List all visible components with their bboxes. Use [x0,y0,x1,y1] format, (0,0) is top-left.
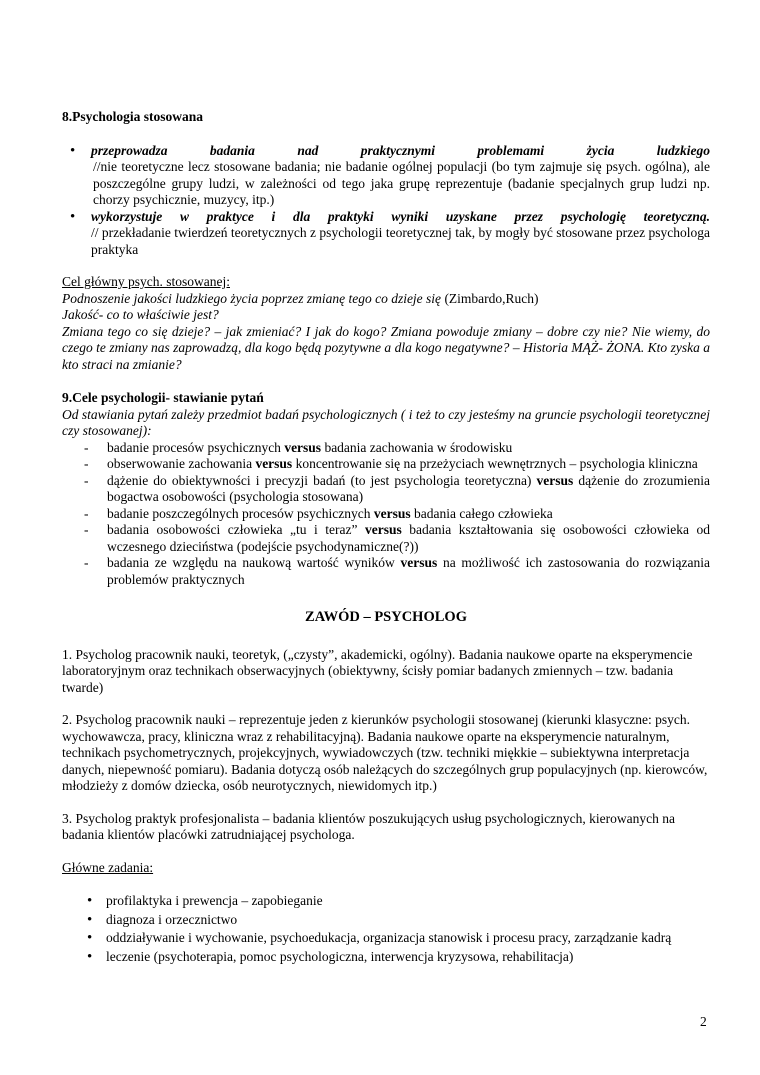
item-bold-line: • wykorzystuje w praktyce i dla praktyki wyniki uzyskane przez psychologię teoretyczną. [91,208,710,224]
item-right: koncentrowanie się na przeżyciach wewnętrznych – psychologia kliniczna [292,456,698,471]
item-right: badania zachowania w środowisku [321,439,513,455]
list-item [62,440,710,457]
section-8-heading: 8.Psychologia stosowana [62,109,204,124]
item-right: na możliwość ich zastosowania do rozwiązania problemów praktycznych [107,555,710,587]
main-goal-block [62,274,710,373]
profession-paragraph-3: 3. Psycholog praktyk profesjonalista – badania klientów poszukujących usług psychologicznych, kierowanych na badania klientów placówki zatrudniającej psychologa. [62,810,675,842]
main-goal-source: (Zimbardo,Ruch) [441,290,539,306]
profession-paragraph-2: 2. Psycholog pracownik nauki – reprezentuje jeden z kierunków psychologii stosowanej (kierunki klasyczne: psych. wychowawcza, pracy, kliniczna wraz z rehabilitacyjną). Badania naukowe oparte na eksperymencie naturalnym, technikach psychometrycznych, projekcyjnych, wywiadowczych (tzw. techniki miękkie – subiektywna interpretacja danych, niepewność pomiaru). Badania dotyczą osób należących do szczególnych grup populacyjnych (np. kierowców, młodzieży z domów dziecka, osób neurotycznych, niewidomych itp.) [62,712,708,793]
document-page [62,109,710,965]
main-tasks-title: Główne zadania: [62,859,154,875]
item-right: badania całego człowieka [410,505,553,521]
versus-label: versus [255,456,293,471]
item-note: //nie teoretyczne lecz stosowane badania; nie badanie ogólnej populacji (bo tym zajmuje się psych. ogólna), ale poszczególne grupy ludzi, w zależności od tego jaka grupę reprezentuje (badanie specjalnych grup ludzi np. chorzy psychicznie, muzycy, itp.) [93,159,710,207]
main-goal-italic: Podnoszenie jakości ludzkiego życia poprzez zmianę tego co dzieje się [62,290,442,306]
page-number: 2 [700,1014,707,1029]
questions-list [62,440,710,589]
section-9 [62,390,710,588]
list-item [62,522,710,555]
quality-question: Jakość- co to właściwie jest? [62,307,219,322]
item-right: dążenie do zrozumienia bogactwa osobowości (psychologia stosowana) [107,472,710,504]
section-9-heading: 9.Cele psychologii- stawianie pytań [62,390,264,405]
section-8-list [62,143,710,259]
profession-paragraph-1: 1. Psycholog pracownik nauki, teoretyk, („czysty”, akademicki, ogólny). Badania naukowe oparte na eksperymencie laboratoryjnym oraz technikach obserwacyjnych (obiektywny, ścisły pomiar badanych zmiennych – tzw. badania twarde) [62,646,693,695]
item-left: obserwowanie zachowania [107,456,256,471]
main-tasks-list [62,893,710,965]
main-goal-line [62,291,710,308]
versus-label: versus [284,439,322,455]
list-item [62,506,710,523]
versus-label: versus [365,522,402,537]
versus-label: versus [373,505,411,521]
list-item: • oddziaływanie i wychowanie, psychoedukacja, organizacja stanowisk i procesu pracy, zarządzanie kadrą [62,930,710,947]
item-left: badanie poszczególnych procesów psychicznych [107,505,374,521]
change-question: Zmiana tego co się dzieje? – jak zmieniać? I jak do kogo? Zmiana powoduje zmiany – dobre czy nie? Nie wiemy, do czego te zmiany nas zaprowadzą, dla kogo będą pozytywne a dla kogo negatywne? – Historia MĄŻ- ŻONA. Kto zyska a kto straci na zmianie? [62,323,710,372]
item-note: // przekładanie twierdzeń teoretycznych z psychologii teoretycznej tak, by mogły być stosowane przez psychologa praktyka [91,225,710,257]
section-9-intro: Od stawiania pytań zależy przedmiot badań psychologicznych ( i też to czy jesteśmy na gruncie psychologii teoretycznej czy stosowanej): [62,406,710,438]
main-goal-title: Cel główny psych. stosowanej: [62,274,230,289]
list-item [62,143,710,209]
list-item [62,473,710,506]
profession-title: ZAWÓD – PSYCHOLOG [305,609,467,625]
item-left: badania ze względu na naukową wartość wyników [107,555,401,570]
item-left: badania osobowości człowieka „tu i teraz” [107,522,365,537]
item-left: dążenie do obiektywności i precyzji badań (to jest psychologia teoretyczna) [107,472,537,488]
list-item [62,555,710,588]
list-item [62,456,710,473]
item-bold-line: • przeprowadza badania nad praktycznymi problemami życia ludzkiego [91,142,710,158]
versus-label: versus [400,555,438,570]
item-left: badanie procesów psychicznych [107,439,285,455]
item-right: badania kształtowania się osobowości człowieka od wczesnego dzieciństwa (podejście psychodynamiczne(?)) [107,522,711,554]
list-item: • profilaktyka i prewencja – zapobieganie [62,893,710,910]
list-item: • leczenie (psychoterapia, pomoc psychologiczna, interwencja kryzysowa, rehabilitacja) [62,949,710,966]
list-item [62,209,710,259]
versus-label: versus [536,472,574,488]
list-item: • diagnoza i orzecznictwo [62,912,710,929]
